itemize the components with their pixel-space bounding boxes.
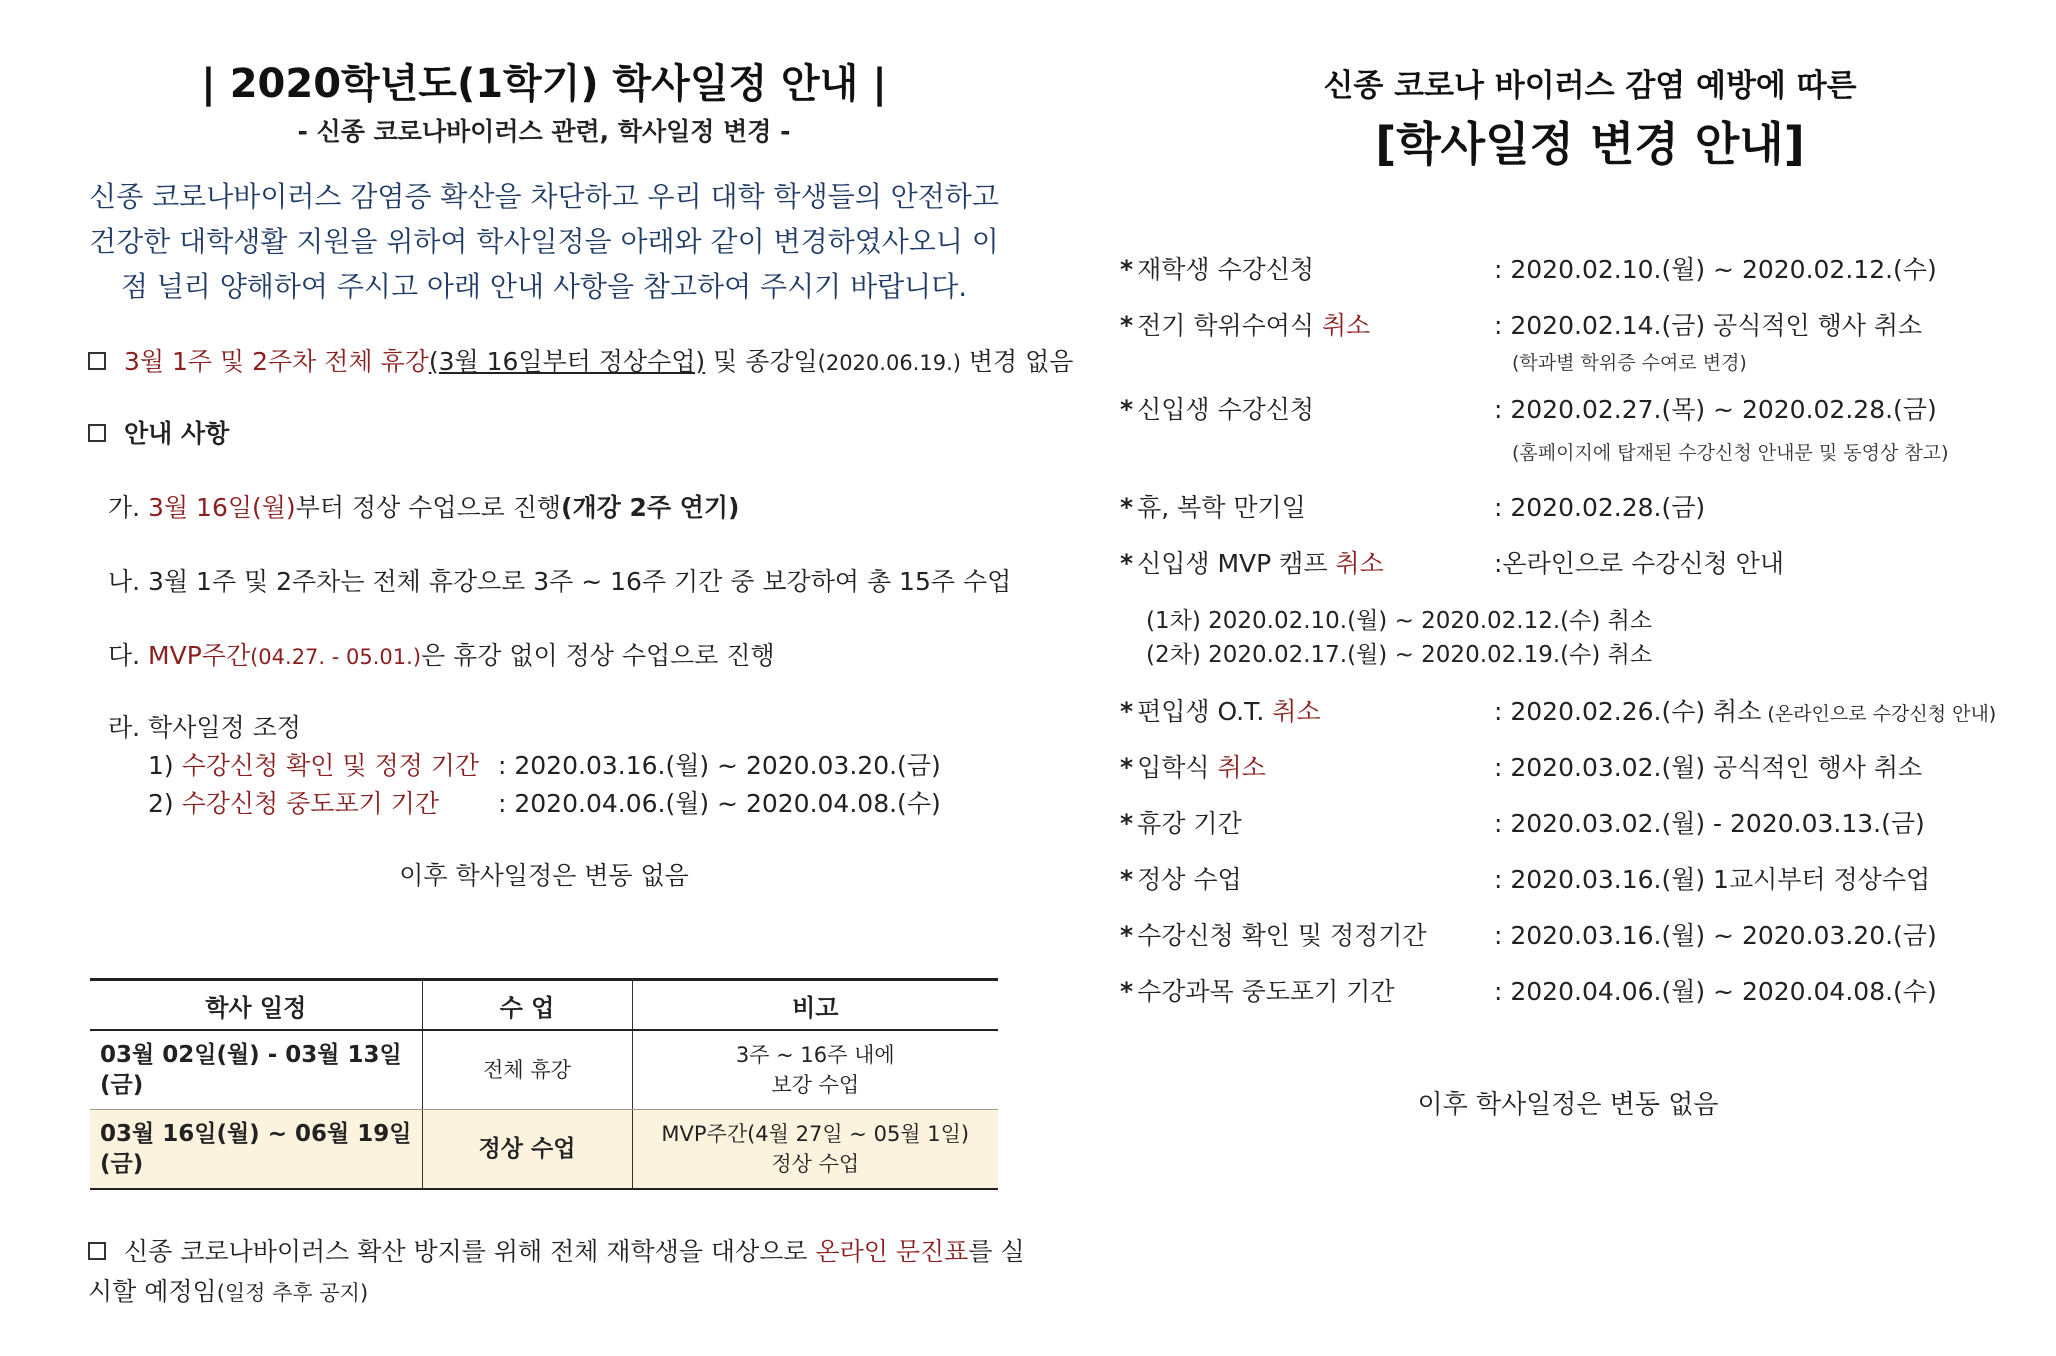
checkbox-square-icon: [88, 424, 106, 442]
schedule-row: [1120, 390, 1937, 426]
asterisk-icon: *: [1120, 255, 1134, 284]
freshman-note: (홈페이지에 탑재된 수강신청 안내문 및 동영상 참고): [1512, 442, 1949, 464]
adjustment-num: 2): [148, 789, 182, 818]
adjustment-num: 1): [148, 751, 182, 780]
table-header: 학사 일정: [90, 980, 422, 1031]
table-row: [90, 1030, 998, 1110]
schedule-row: [1120, 250, 1937, 286]
item-na: 나. 3월 1주 및 2주차는 전체 휴강으로 3주 ~ 16주 기간 중 보강하여 총 15주 수업: [108, 567, 1012, 596]
row-label-red: 취소: [1272, 697, 1321, 726]
table-cell-class: 전체 휴강: [422, 1030, 632, 1110]
table-header: 수 업: [422, 980, 632, 1031]
left-title: | 2020학년도(1학기) 학사일정 안내 |: [201, 61, 887, 107]
closure-date: (2020.06.19.): [817, 351, 961, 375]
row-label-red: 취소: [1217, 753, 1266, 782]
camp-session: (2차) 2020.02.17.(월) ~ 2020.02.19.(수) 취소: [1146, 642, 1653, 668]
asterisk-icon: *: [1120, 977, 1134, 1006]
left-intro: 신종 코로나바이러스 감염증 확산을 차단하고 우리 대학 학생들의 안전하고 건강한 대학생활 지원을 위하여 학사일정을 아래와 같이 변경하였사오니 이점 널리 양해하여 주시고 아래 안내 사항을 참고하여 주시기 바랍니다.: [89, 180, 999, 303]
row-value: :온라인으로 수강신청 안내: [1494, 549, 1784, 578]
item-ga-bold: (개강 2주 연기): [561, 493, 740, 522]
row-value: : 2020.04.06.(월) ~ 2020.04.08.(수): [1494, 977, 1937, 1006]
table-cell-note: [632, 1030, 998, 1110]
row-value: : 2020.02.14.(금) 공식적인 행사 취소: [1494, 311, 1923, 340]
table-header: 비고: [632, 980, 998, 1031]
left-no-change: 이후 학사일정은 변동 없음: [399, 861, 689, 890]
row-value: : 2020.03.02.(월) 공식적인 행사 취소: [1494, 753, 1923, 782]
survey-note-red: 온라인 문진표: [815, 1237, 969, 1266]
note-line: 정상 수업: [771, 1152, 860, 1176]
note-line: 보강 수업: [771, 1073, 860, 1097]
camp-session: (1차) 2020.02.10.(월) ~ 2020.02.12.(수) 취소: [1146, 608, 1653, 634]
row-label: 신입생 수강신청: [1137, 395, 1315, 424]
note-line: 3주 ~ 16주 내에: [735, 1043, 895, 1067]
row-label: 입학식: [1137, 753, 1218, 782]
row-value: : 2020.03.16.(월) ~ 2020.03.20.(금): [1494, 921, 1937, 950]
item-ra: 라. 학사일정 조정: [108, 713, 301, 742]
item-da-red: MVP주간: [148, 641, 251, 670]
schedule-row: [1120, 488, 1705, 524]
section-heading-text: 안내 사항: [124, 419, 230, 448]
item-da-rest: 은 휴강 없이 정상 수업으로 진행: [421, 641, 775, 670]
schedule-row: [1120, 748, 1922, 784]
schedule-row: [1120, 860, 1930, 896]
row-label: 정상 수업: [1137, 865, 1242, 894]
survey-note-pre: 신종 코로나바이러스 확산 방지를 위해 전체 재학생을 대상으로: [124, 1237, 816, 1266]
adjustment-value: : 2020.04.06.(월) ~ 2020.04.08.(수): [498, 789, 941, 818]
adjustment-label: 수강신청 중도포기 기간: [181, 789, 440, 818]
adjustment-row: [148, 746, 941, 782]
survey-note-small: (일정 추후 공지): [216, 1281, 369, 1305]
row-value: : 2020.02.27.(목) ~ 2020.02.28.(금): [1494, 395, 1937, 424]
checkbox-square-icon: [88, 1242, 106, 1260]
row-label: 휴, 복학 만기일: [1137, 493, 1306, 522]
schedule-row: [1120, 972, 1937, 1008]
row-label: 편입생 O.T.: [1137, 697, 1273, 726]
asterisk-icon: *: [1120, 493, 1134, 522]
bullet-closure: [88, 342, 1073, 378]
asterisk-icon: *: [1120, 311, 1134, 340]
asterisk-icon: *: [1120, 697, 1134, 726]
asterisk-icon: *: [1120, 549, 1134, 578]
row-value: : 2020.02.26.(수) 취소: [1494, 697, 1762, 726]
row-value-small: (온라인으로 수강신청 안내): [1761, 703, 1997, 725]
asterisk-icon: *: [1120, 753, 1134, 782]
table-cell-period: 03월 02일(월) - 03월 13일(금): [90, 1030, 422, 1110]
row-value: : 2020.02.10.(월) ~ 2020.02.12.(수): [1494, 255, 1937, 284]
schedule-row: [1120, 916, 1937, 952]
schedule-row: [1120, 306, 1922, 342]
row-label: 전기 학위수여식: [1137, 311, 1323, 340]
item-ga-red: 3월 16일(월): [148, 493, 296, 522]
item-da: [108, 636, 775, 672]
asterisk-icon: *: [1120, 921, 1134, 950]
adjustment-row: [148, 784, 941, 820]
asterisk-icon: *: [1120, 809, 1134, 838]
table-row: [90, 1110, 998, 1190]
adjustment-label: 수강신청 확인 및 정정 기간: [181, 751, 480, 780]
row-value: : 2020.03.16.(월) 1교시부터 정상수업: [1494, 865, 1931, 894]
row-label: 수강신청 확인 및 정정기간: [1137, 921, 1427, 950]
item-da-red-dates: (04.27. - 05.01.): [250, 645, 422, 669]
note-line: MVP주간(4월 27일 ~ 05월 1일): [661, 1122, 970, 1146]
closure-rest2: 변경 없음: [960, 347, 1074, 376]
row-label-red: 취소: [1322, 311, 1371, 340]
item-da-prefix: 다.: [108, 641, 149, 670]
closure-text: 3월 1주 및 2주차 전체 휴강: [124, 347, 429, 376]
row-label: 신입생 MVP 캠프: [1137, 549, 1336, 578]
row-label-red: 취소: [1335, 549, 1384, 578]
survey-note-post: 를 실시할 예정임: [88, 1237, 1025, 1306]
row-value: : 2020.03.02.(월) - 2020.03.13.(금): [1494, 809, 1925, 838]
item-ga-middle: 부터 정상 수업으로 진행: [295, 493, 562, 522]
checkbox-square-icon: [88, 352, 106, 370]
table-cell-note: [632, 1110, 998, 1190]
right-title-line2: [학사일정 변경 안내]: [1375, 117, 1805, 171]
row-label: 재학생 수강신청: [1137, 255, 1315, 284]
table-cell-period: 03월 16일(월) ~ 06월 19일(금): [90, 1110, 422, 1190]
graduation-note: (학과별 학위증 수여로 변경): [1512, 352, 1747, 374]
table-cell-class: 정상 수업: [422, 1110, 632, 1190]
closure-underlined: (3월 16일부터 정상수업): [428, 347, 706, 376]
closure-rest1: 및 종강일: [705, 347, 818, 376]
item-ga-prefix: 가.: [108, 493, 149, 522]
left-subtitle: - 신종 코로나바이러스 관련, 학사일정 변경 -: [297, 117, 791, 146]
right-title-line1: 신종 코로나 바이러스 감염 예방에 따른: [1323, 68, 1857, 104]
row-label: 수강과목 중도포기 기간: [1137, 977, 1395, 1006]
section-heading: [88, 414, 229, 450]
schedule-table: [90, 978, 998, 1190]
schedule-row: [1120, 544, 1784, 580]
asterisk-icon: *: [1120, 395, 1134, 424]
schedule-row: [1120, 692, 1996, 728]
row-label: 휴강 기간: [1137, 809, 1242, 838]
asterisk-icon: *: [1120, 865, 1134, 894]
right-no-change: 이후 학사일정은 변동 없음: [1417, 1090, 1719, 1120]
adjustment-value: : 2020.03.16.(월) ~ 2020.03.20.(금): [498, 751, 941, 780]
row-value: : 2020.02.28.(금): [1494, 493, 1706, 522]
schedule-row: [1120, 804, 1925, 840]
survey-note: [88, 1232, 1028, 1313]
item-ga: [108, 488, 739, 524]
